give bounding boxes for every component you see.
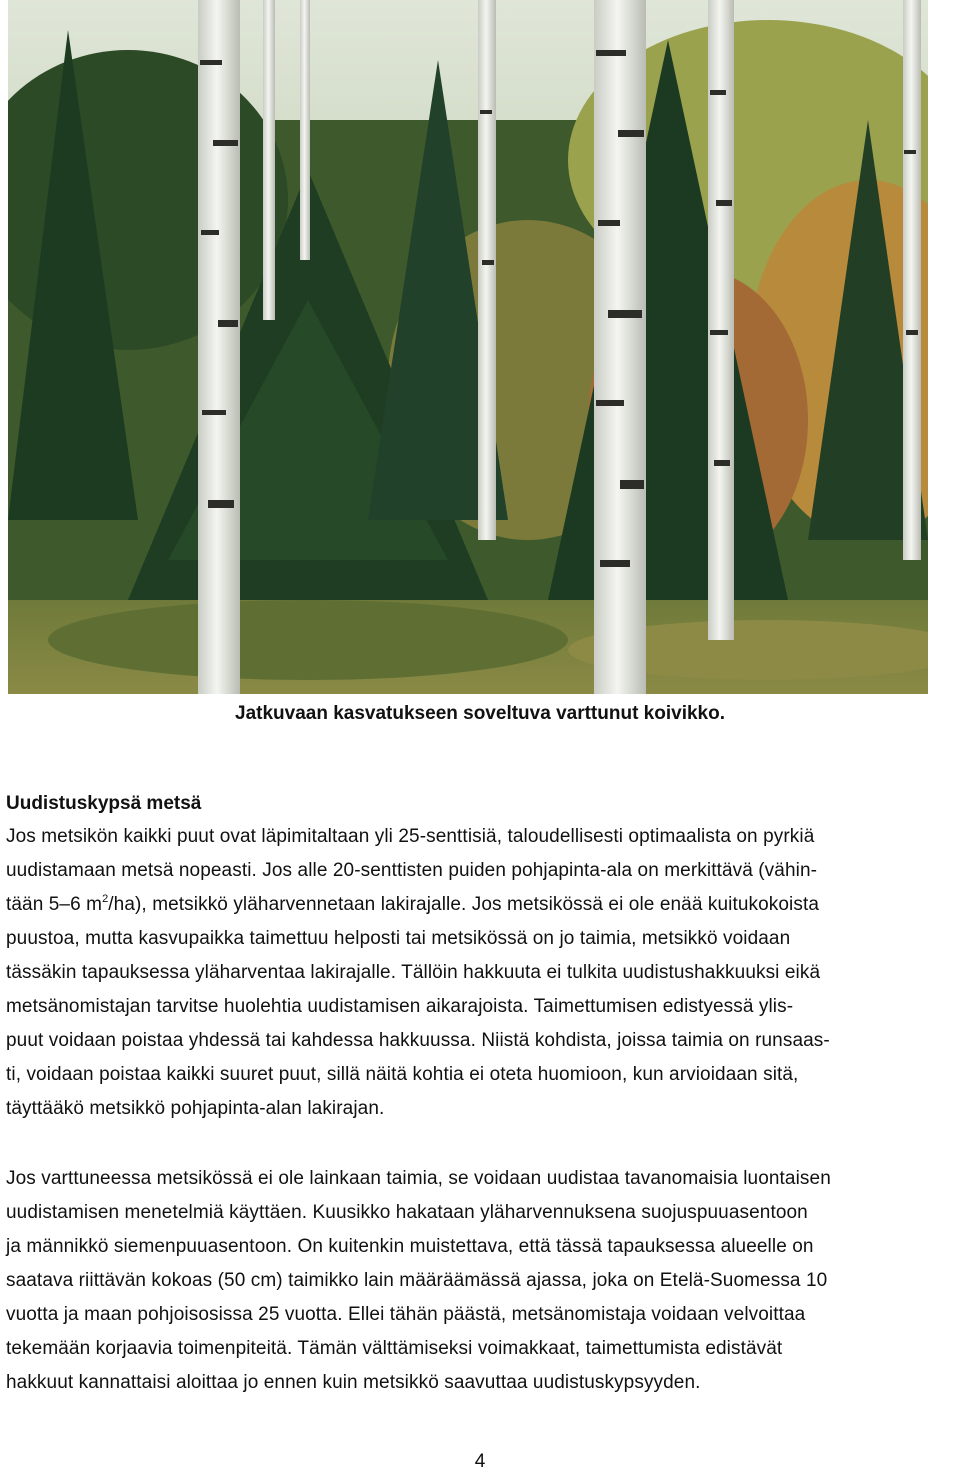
page-number: 4 xyxy=(474,1451,486,1472)
paragraph-line: vuotta ja maan pohjoisosissa 25 vuotta. Ellei tähän päästä, metsänomistaja voidaan velvoittaa xyxy=(6,1304,806,1325)
paragraph-2 xyxy=(6,1162,831,1400)
figure-caption: Jatkuvaan kasvatukseen soveltuva varttunut koivikko. xyxy=(235,703,725,724)
paragraph-line: puustoa, mutta kasvupaikka taimettuu helposti tai metsikössä on jo taimia, metsikkö voidaan xyxy=(6,928,791,949)
paragraph-line: Jos varttuneessa metsikössä ei ole lainkaan taimia, se voidaan uudistaa tavanomaisia luontaisen xyxy=(6,1168,831,1189)
paragraph-line: ti, voidaan poistaa kaikki suuret puut, sillä näitä kohtia ei oteta huomioon, kun arvioidaan sitä, xyxy=(6,1064,799,1085)
paragraph-line xyxy=(6,888,830,922)
section-heading: Uudistuskypsä metsä xyxy=(6,793,202,814)
paragraph-line: Jos metsikön kaikki puut ovat läpimitaltaan yli 25-senttisiä, taloudellisesti optimaalista on pyrkiä xyxy=(6,826,815,847)
paragraph-line: uudistamaan metsä nopeasti. Jos alle 20-senttisten puiden pohjapinta-ala on merkittävä (vähin- xyxy=(6,860,818,881)
paragraph-line: täyttääkö metsikkö pohjapinta-alan lakirajan. xyxy=(6,1098,385,1119)
paragraph-line: metsänomistajan tarvitse huolehtia uudistamisen aikarajoista. Taimettumisen edistyessä ylis- xyxy=(6,996,794,1017)
line-text: /ha), metsikkö yläharvennetaan lakirajalle. Jos metsikössä ei ole enää kuitukokoista xyxy=(108,894,820,915)
paragraph-line: puut voidaan poistaa yhdessä tai kahdessa hakkuussa. Niistä kohdista, joissa taimia on runsaas- xyxy=(6,1030,830,1051)
birch-forest-image xyxy=(8,0,928,694)
paragraph-line: uudistamisen menetelmiä käyttäen. Kuusikko hakataan yläharvennuksena suojuspuuasentoon xyxy=(6,1202,808,1223)
paragraph-line: ja männikkö siemenpuuasentoon. On kuitenkin muistettava, että tässä tapauksessa alueelle on xyxy=(6,1236,814,1257)
paragraph-line: saatava riittävän kokoas (50 cm) taimikko lain määräämässä ajassa, joka on Etelä-Suomessa 10 xyxy=(6,1270,828,1291)
superscript-2: 2 xyxy=(102,893,109,905)
paragraph-line: tekemään korjaavia toimenpiteitä. Tämän välttämiseksi voimakkaat, taimettumista edistävät xyxy=(6,1338,783,1359)
paragraph-1 xyxy=(6,820,830,1126)
paragraph-line: hakkuut kannattaisi aloittaa jo ennen kuin metsikkö saavuttaa uudistuskypsyyden. xyxy=(6,1372,701,1393)
forest-photo xyxy=(8,0,928,694)
paragraph-line: tässäkin tapauksessa yläharventaa lakirajalle. Tällöin hakkuuta ei tulkita uudistushakkuuksi eikä xyxy=(6,962,821,983)
line-text: tään 5–6 m xyxy=(6,894,103,915)
